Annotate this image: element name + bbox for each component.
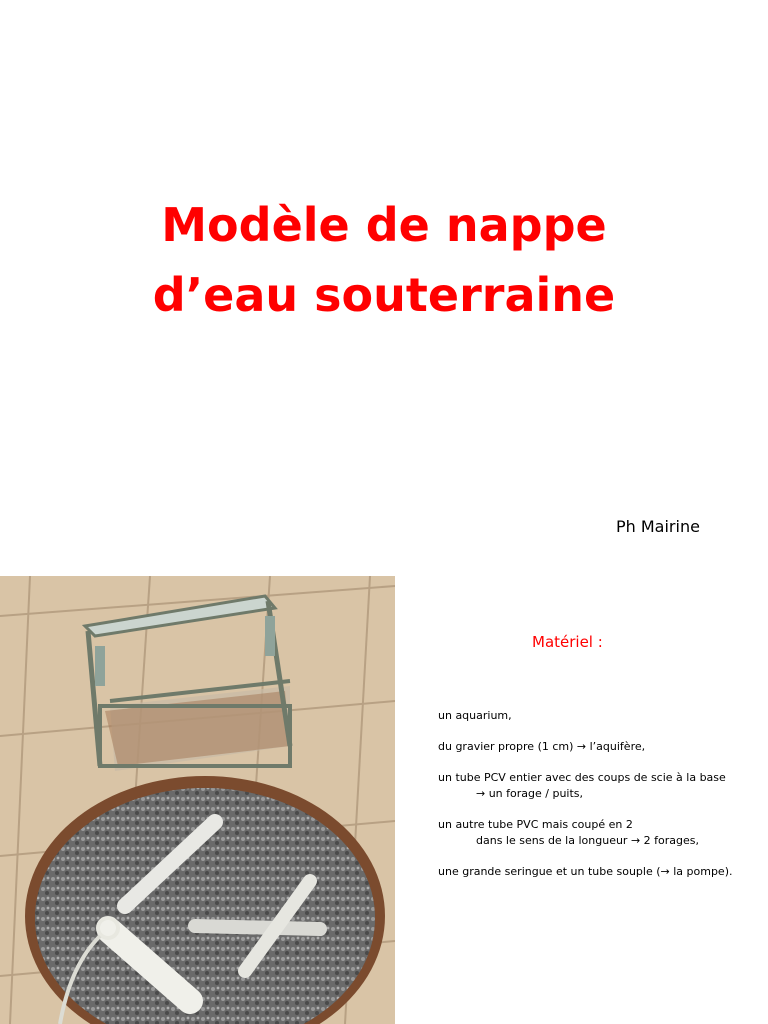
- materiel-list: [438, 708, 763, 895]
- list-item-subtext: → un forage / puits,: [476, 787, 584, 800]
- materials-photo: [0, 576, 395, 1024]
- list-item: [438, 864, 763, 880]
- title-line-1: Modèle de nappe: [161, 198, 607, 252]
- list-item: [438, 739, 763, 755]
- list-item: [438, 708, 763, 724]
- list-item-text: un autre tube PVC mais coupé en 2: [438, 818, 633, 831]
- list-item-subtext: dans le sens de la longueur → 2 forages,: [476, 834, 700, 847]
- list-item-text: une grande seringue et un tube souple (→ la pompe).: [438, 865, 733, 878]
- list-item-text: un tube PCV entier avec des coups de scie à la base: [438, 771, 726, 784]
- list-item: [438, 770, 763, 802]
- list-item-text: un aquarium,: [438, 709, 512, 722]
- title-line-2: d’eau souterraine: [152, 268, 616, 322]
- materiel-heading: Matériel :: [532, 633, 603, 651]
- slide-title: [0, 190, 768, 330]
- author-name: Ph Mairine: [616, 517, 700, 536]
- list-item-text: du gravier propre (1 cm) → l’aquifère,: [438, 740, 646, 753]
- list-item: [438, 817, 763, 849]
